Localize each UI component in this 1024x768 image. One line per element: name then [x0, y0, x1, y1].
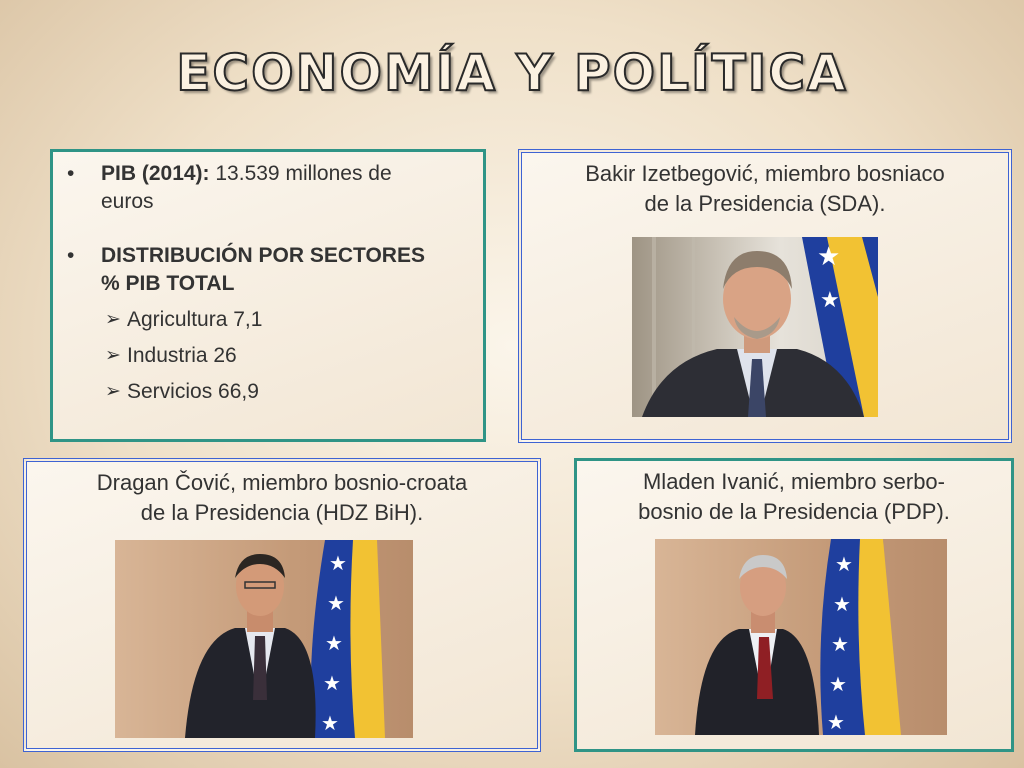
slide-title: ECONOMÍA Y POLÍTICA	[176, 44, 848, 102]
caption-line: bosnio de la Presidencia (PDP).	[638, 499, 950, 524]
svg-text:★: ★	[829, 672, 847, 696]
portrait-illustration	[632, 237, 878, 417]
svg-text:★: ★	[820, 288, 840, 313]
photo-mladen	[655, 539, 947, 735]
pib-item	[63, 160, 473, 216]
sector-label: Servicios 66,9	[127, 380, 259, 403]
arrow-bullet-icon: ➢	[105, 309, 121, 330]
photo-bakir	[632, 237, 878, 417]
bullet-icon: •	[67, 244, 75, 267]
caption-line: de la Presidencia (HDZ BiH).	[140, 500, 424, 525]
sector-label: Industria 26	[127, 344, 237, 367]
sector-item-agricultura	[63, 302, 473, 338]
sector-label: Agricultura 7,1	[127, 308, 263, 331]
caption-dragan	[27, 468, 537, 528]
economy-bullets	[63, 160, 473, 410]
pib-label: PIB (2014):	[101, 162, 210, 185]
distribution-subheading: % PIB TOTAL	[101, 272, 235, 295]
caption-mladen	[577, 467, 1011, 527]
pib-value-unit: euros	[101, 190, 154, 213]
svg-text:★: ★	[329, 551, 347, 575]
bullet-icon: •	[67, 162, 75, 185]
sector-item-industria	[63, 338, 473, 374]
portrait-illustration	[655, 539, 947, 735]
caption-line: Mladen Ivanić, miembro serbo-	[642, 469, 945, 494]
sector-item-servicios	[63, 374, 473, 410]
president-panel-dragan	[23, 458, 541, 752]
caption-bakir	[522, 159, 1008, 219]
svg-text:★: ★	[827, 710, 845, 734]
arrow-bullet-icon: ➢	[105, 345, 121, 366]
president-panel-bakir	[518, 149, 1012, 443]
svg-text:★: ★	[321, 711, 339, 735]
distribution-item	[63, 242, 473, 298]
svg-text:★: ★	[833, 592, 851, 616]
caption-line: de la Presidencia (SDA).	[644, 191, 886, 216]
svg-text:★: ★	[325, 631, 343, 655]
economy-panel	[50, 149, 486, 442]
svg-text:★: ★	[817, 242, 841, 272]
distribution-heading: DISTRIBUCIÓN POR SECTORES	[101, 244, 425, 267]
photo-dragan	[115, 540, 413, 738]
portrait-illustration	[115, 540, 413, 738]
arrow-bullet-icon: ➢	[105, 381, 121, 402]
svg-text:★: ★	[831, 632, 849, 656]
pib-value: 13.539 millones de	[209, 162, 392, 185]
caption-line: Bakir Izetbegović, miembro bosniaco	[585, 161, 945, 186]
svg-text:★: ★	[327, 591, 345, 615]
caption-line: Dragan Čović, miembro bosnio-croata	[96, 470, 468, 495]
svg-text:★: ★	[835, 552, 853, 576]
svg-text:★: ★	[323, 671, 341, 695]
president-panel-mladen	[574, 458, 1014, 752]
